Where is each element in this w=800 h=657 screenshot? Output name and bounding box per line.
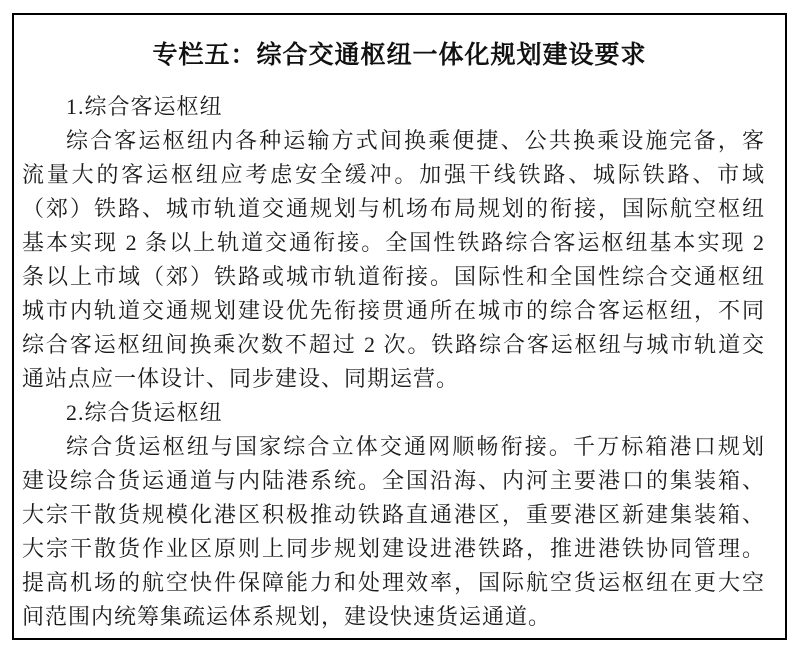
text-line: 条以上市域（郊）铁路或城市轨道衔接。国际性和全国性综合交通枢纽 xyxy=(22,264,765,289)
text-line: 建设综合货运通道与内陆港系统。全国沿海、内河主要港口的集装箱、 xyxy=(22,468,765,493)
text-line: 城市内轨道交通规划建设优先衔接贯通所在城市的综合客运枢纽，不同 xyxy=(22,298,765,323)
box-body xyxy=(22,90,765,634)
text-line: 综合客运枢纽内各种运输方式间换乘便捷、公共换乘设施完备，客 xyxy=(66,128,765,153)
text-line: 通站点应一体设计、同步建设、同期运营。 xyxy=(22,366,460,391)
text-line: 基本实现 2 条以上轨道交通衔接。全国性铁路综合客运枢纽基本实现 2 xyxy=(22,230,765,255)
text-line: 流量大的客运枢纽应考虑安全缓冲。加强干线铁路、城际铁路、市域 xyxy=(22,162,765,187)
text-line: （郊）铁路、城市轨道交通规划与机场布局规划的衔接，国际航空枢纽 xyxy=(22,196,765,221)
section-heading: 1.综合客运枢纽 xyxy=(66,94,223,119)
text-line: 大宗干散货规模化港区积极推动铁路直通港区，重要港区新建集装箱、 xyxy=(22,502,765,527)
text-line: 综合货运枢纽与国家综合立体交通网顺畅衔接。千万标箱港口规划 xyxy=(66,434,765,459)
text-line: 提高机场的航空快件保障能力和处理效率，国际航空货运枢纽在更大空 xyxy=(22,570,765,595)
text-line: 大宗干散货作业区原则上同步规划建设进港铁路，推进港铁协同管理。 xyxy=(22,536,765,561)
callout-box xyxy=(12,13,787,640)
box-title: 专栏五：综合交通枢纽一体化规划建设要求 xyxy=(152,41,647,69)
text-line: 间范围内统筹集疏运体系规划，建设快速货运通道。 xyxy=(22,604,552,629)
section-heading: 2.综合货运枢纽 xyxy=(66,400,223,425)
text-line: 综合客运枢纽间换乘次数不超过 2 次。铁路综合客运枢纽与城市轨道交 xyxy=(22,332,765,357)
